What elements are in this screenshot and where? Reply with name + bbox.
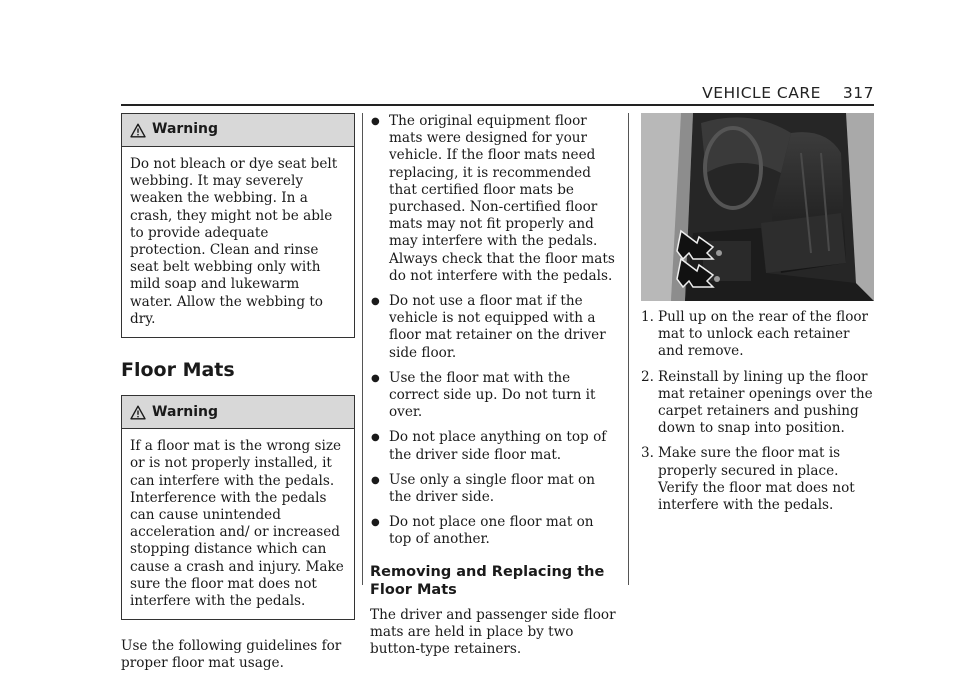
warning-title: Warning — [152, 121, 219, 138]
bullet-dot: ● — [371, 372, 380, 384]
section-heading-floor-mats: Floor Mats — [121, 359, 235, 382]
column-divider — [362, 113, 363, 585]
list-item: ● Use the floor mat with the correct side up. Do not turn it over. — [371, 369, 596, 421]
warning-header — [122, 114, 354, 147]
warning-box-seat-belt — [121, 113, 355, 338]
page-number: 317 — [842, 84, 874, 102]
header-rule — [121, 104, 874, 106]
bullet-dot: ● — [371, 296, 380, 308]
warning-triangle-icon — [130, 405, 146, 420]
list-item: 2. Reinstall by lining up the floor mat retainer openings over the carpet retainers and pushing down to snap into position. — [641, 368, 873, 437]
bullet-dot: ● — [371, 432, 380, 444]
column-right — [641, 113, 874, 522]
list-item: ● Do not use a floor mat if the vehicle is not equipped with a floor mat retainer on the driver side floor. — [371, 293, 606, 361]
list-item: 3. Make sure the floor mat is properly secured in place. Verify the floor mat does not interfere with the pedals. — [641, 445, 855, 514]
subsection-heading: Removing and Replacing the Floor Mats — [370, 563, 605, 598]
column-middle — [370, 113, 616, 658]
list-item: ● Do not place one floor mat on top of another. — [371, 514, 594, 548]
list-item: ● Use only a single floor mat on the driver side. — [371, 471, 595, 506]
warning-text: If a floor mat is the wrong size or is not properly installed, it can interfere with the pedals. Interference with the pedals can cause unintended acceleration and/ or increased stopping distance which can cause a crash and injury. Make sure the floor mat does not interfere with the pedals. — [130, 438, 344, 610]
bullet-dot: ● — [371, 517, 380, 529]
warning-header — [122, 396, 354, 429]
retainer-description: The driver and passenger side floor mats are held in place by two button-type retainers. — [370, 606, 616, 658]
column-left — [121, 113, 355, 673]
bullet-dot: ● — [371, 474, 380, 486]
column-divider — [628, 113, 629, 585]
warning-box-floor-mat — [121, 395, 355, 620]
section-title: VEHICLE CARE — [702, 84, 821, 102]
warning-title: Warning — [152, 403, 219, 420]
floor-mat-retainer-photo — [641, 113, 874, 301]
steps-list — [641, 309, 874, 514]
list-item: ● Do not place anything on top of the driver side floor mat. — [371, 429, 607, 463]
guidelines-intro: Use the following guidelines for proper floor mat usage. — [121, 638, 342, 672]
guidelines-list — [370, 113, 616, 549]
page-header — [702, 84, 874, 102]
bullet-dot: ● — [371, 116, 380, 127]
list-item: ● The original equipment floor mats were designed for your vehicle. If the floor mats need replacing, it is recommended that certified floor mats be purchased. Non-certified floor mats may not fit properly and may interfere with the pedals. Always check that the floor mats do not interfere with the pedals. — [371, 113, 615, 284]
list-item: 1. Pull up on the rear of the floor mat to unlock each retainer and remove. — [641, 309, 869, 360]
warning-triangle-icon — [130, 123, 146, 138]
warning-text: Do not bleach or dye seat belt webbing. It may severely weaken the webbing. In a crash, they might not be able to provide adequate protection. Clean and rinse seat belt webbing only with mild soap and lukewarm water. Allow the webbing to dry. — [130, 156, 338, 327]
